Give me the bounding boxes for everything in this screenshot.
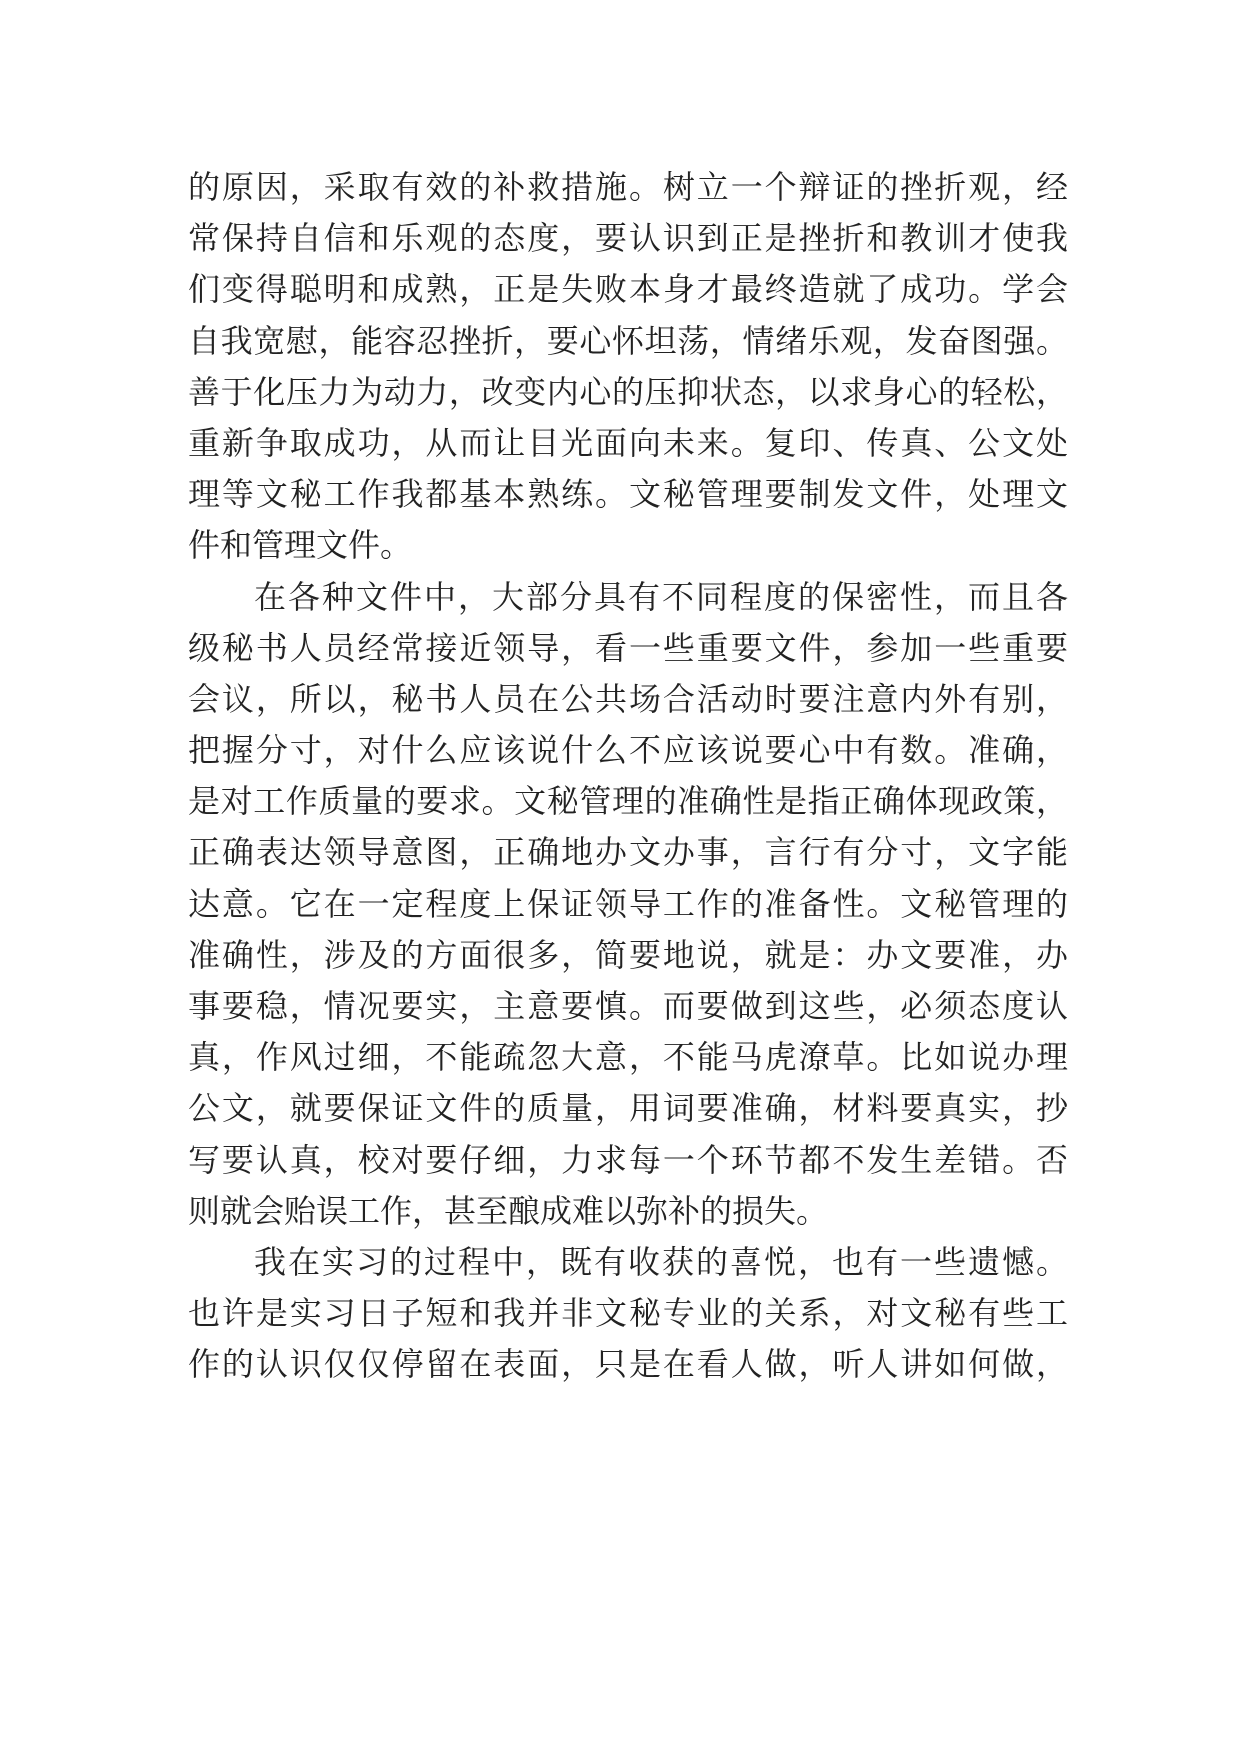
text-line: 自我宽慰，能容忍挫折，要心怀坦荡，情绪乐观，发奋图强。 bbox=[188, 321, 1068, 360]
text-line: 是对工作质量的要求。文秘管理的准确性是指正确体现政策， bbox=[188, 782, 1068, 821]
text-line: 级秘书人员经常接近领导，看一些重要文件，参加一些重要 bbox=[188, 628, 1068, 667]
text-line: 善于化压力为动力，改变内心的压抑状态，以求身心的轻松， bbox=[188, 372, 1068, 411]
text-line: 则就会贻误工作，甚至酿成难以弥补的损失。 bbox=[188, 1191, 829, 1230]
text-line: 作的认识仅仅停留在表面，只是在看人做，听人讲如何做， bbox=[188, 1345, 1068, 1384]
text-line: 正确表达领导意图，正确地办文办事，言行有分寸，文字能 bbox=[188, 833, 1068, 872]
text-line: 件和管理文件。 bbox=[188, 526, 413, 565]
body-text bbox=[188, 162, 1068, 1391]
text-line: 把握分寸，对什么应该说什么不应该说要心中有数。准确， bbox=[188, 731, 1068, 770]
text-line: 们变得聪明和成熟，正是失败本身才最终造就了成功。学会 bbox=[188, 270, 1068, 309]
text-line: 的原因，采取有效的补救措施。树立一个辩证的挫折观，经 bbox=[188, 168, 1068, 206]
text-line: 我在实习的过程中，既有收获的喜悦，也有一些遗憾。 bbox=[254, 1242, 1068, 1281]
text-line: 理等文秘工作我都基本熟练。文秘管理要制发文件，处理文 bbox=[188, 475, 1068, 514]
text-line: 会议，所以，秘书人员在公共场合活动时要注意内外有别， bbox=[188, 679, 1068, 718]
text-line: 真，作风过细，不能疏忽大意，不能马虎潦草。比如说办理 bbox=[188, 1038, 1068, 1077]
text-line: 公文，就要保证文件的质量，用词要准确，材料要真实，抄 bbox=[188, 1089, 1068, 1128]
text-line: 事要稳，情况要实，主意要慎。而要做到这些，必须态度认 bbox=[188, 987, 1068, 1025]
text-line: 常保持自信和乐观的态度，要认识到正是挫折和教训才使我 bbox=[188, 219, 1068, 258]
text-line: 写要认真，校对要仔细，力求每一个环节都不发生差错。否 bbox=[188, 1140, 1068, 1179]
text-line: 达意。它在一定程度上保证领导工作的准备性。文秘管理的 bbox=[188, 884, 1068, 923]
text-line: 也许是实习日子短和我并非文秘专业的关系，对文秘有些工 bbox=[188, 1294, 1068, 1333]
text-line: 重新争取成功，从而让目光面向未来。复印、传真、公文处 bbox=[188, 423, 1068, 462]
text-line: 准确性，涉及的方面很多，简要地说，就是：办文要准，办 bbox=[188, 935, 1068, 974]
text-line: 在各种文件中，大部分具有不同程度的保密性，而且各 bbox=[254, 577, 1068, 616]
